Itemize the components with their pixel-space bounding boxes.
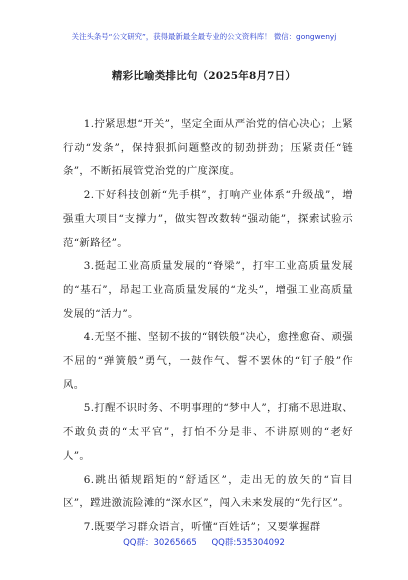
paragraph-3: 3.挺起工业高质量发展的“脊梁”，打牢工业高质量发展的“基石”，昂起工业高质量发展的“龙头”，增强工业高质量发展的“活力”。 — [63, 260, 353, 320]
qq-group-2: QQ群:535304092 — [211, 538, 285, 548]
footer-contact — [0, 536, 408, 548]
paragraph-6: 6.跳出循规蹈矩的“舒适区”，走出无的放矢的“盲目区”，蹚进激流险滩的“深水区”，闯入未来发展的“先行区”。 — [63, 473, 353, 510]
paragraph-5: 5.打醒不识时务、不明事理的“梦中人”，打痛不思进取、不敢负责的“太平官”，打怕不分是非、不讲原则的“老好人”。 — [63, 402, 353, 462]
paragraph-2: 2.下好科技创新“先手棋”，打响产业体系“升级战”，增强重大项目“支撑力”，做实智改数转“强动能”，探索试验示范“新路径”。 — [63, 189, 353, 249]
paragraph-1: 1.拧紧思想“开关”，坚定全面从严治党的信心决心；上紧行动“发条”，保持狠抓问题整改的韧劲拼劲；压紧责任“链条”，不断拓展管党治党的广度深度。 — [63, 118, 353, 178]
document-title: 精彩比喻类排比句（2025年8月7日） — [111, 70, 297, 82]
header-note: 关注头条号“公文研究”，获得最新最全最专业的公文资料库！ 微信：gongwenyj — [71, 32, 337, 41]
paragraph-7: 7.既要学习群众语言，听懂“百姓话”；又要掌握群 — [83, 520, 321, 533]
paragraph-4: 4.无坚不摧、坚韧不拔的“钢铁般”决心，愈挫愈奋、顽强不屈的“弹簧般”勇气，一鼓作气、誓不罢休的“钉子般”作风。 — [63, 331, 353, 391]
document-body — [63, 113, 353, 540]
qq-group-1: QQ群：30265665 — [123, 538, 197, 548]
